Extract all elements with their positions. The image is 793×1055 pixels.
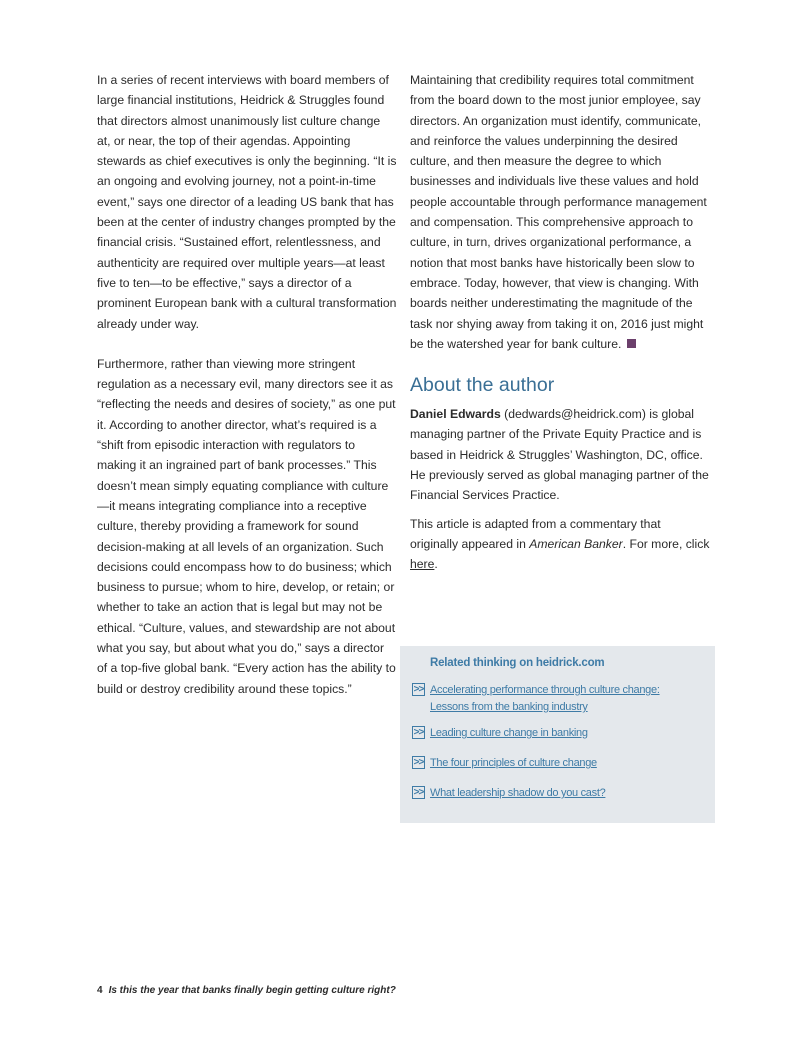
right-column [410, 70, 710, 575]
related-link-leading-culture-change[interactable]: >> Leading culture change in banking [413, 727, 588, 739]
related-link-four-principles[interactable]: >> The four principles of culture change [413, 757, 597, 769]
author-name: Daniel Edwards [410, 407, 501, 422]
source-publication: American Banker [529, 536, 623, 551]
double-chevron-right-icon: >> [413, 787, 424, 798]
double-chevron-right-icon: >> [413, 684, 424, 695]
body-paragraph: Maintaining that credibility requires total commitment from the board down to the most junior employee, say directors. An organization must identify, communicate, and reinforce the values underpinning the desired culture, and then measure the degree to which businesses and individuals live these values and hold people accountable through performance management and compensation. This comprehensive approach to culture, in turn, drives organizational performance, a notion that most banks have historically been slow to embrace. Today, however, that view is changing. With boards neither underestimating the magnitude of the task nor shying away from taking it on, 2016 just might be the watershed year for bank culture. [410, 73, 707, 351]
here-link[interactable]: here [410, 557, 435, 572]
page-number: 4 [97, 985, 103, 996]
end-of-article-mark [627, 339, 636, 348]
about-author-heading: About the author [410, 374, 555, 397]
footer-title: Is this the year that banks finally begin getting culture right? [108, 985, 396, 996]
related-title: Related thinking on heidrick.com [430, 657, 605, 669]
related-thinking-box [400, 646, 715, 823]
page-footer [97, 985, 396, 996]
body-paragraph: In a series of recent interviews with board members of large financial institutions, Heidrick & Struggles found that directors almost unanimously list culture change at, or near, the top of their agendas. Appointing stewards as chief executives is only the beginning. “It is an ongoing and evolving journey, not a point-in-time event,” says one director of a leading US bank that has been at the center of industry changes prompted by the financial crisis. “Sustained effort, relentlessness, and authenticity are required over multiple years—at least five to ten—to be effective,” says a director of a prominent European bank with a cultural transformation already under way. [97, 73, 397, 331]
double-chevron-right-icon: >> [413, 757, 424, 768]
author-bio: Daniel Edwards (dedwards@heidrick.com) is global managing partner of the Private Equity Practice and is based in Heidrick & Struggles’ Washington, DC, office. He previously served as global managing partner of the Financial Services Practice. [410, 407, 709, 503]
double-chevron-right-icon: >> [413, 727, 424, 738]
related-link-leadership-shadow[interactable]: >> What leadership shadow do you cast? [413, 787, 606, 799]
left-column [97, 70, 397, 699]
body-paragraph: Furthermore, rather than viewing more stringent regulation as a necessary evil, many directors see it as “reflecting the needs and desires of society,” as one put it. According to another director, what’s required is a “shift from episodic interaction with regulators to making it an ingrained part of bank processes.” This doesn’t mean simply equating compliance with culture—it means integrating compliance into a receptive culture, thereby providing a framework for sound decision-making at all levels of an organization. Such decisions could encompass how to do business; which business to pursue; whom to hire, develop, or retain; or whether to take an action that is legal but may not be ethical. “Culture, values, and stewardship are not about what you say, but about what you do,” says a director of a top-five global bank. “Every action has the ability to build or destroy credibility around these topics.” [97, 356, 396, 696]
adapted-note: This article is adapted from a commentary that originally appeared in American Banker. For more, click here. [410, 516, 710, 572]
related-link-accelerating-performance[interactable]: >> Accelerating performance through culture change: Lessons from the banking industry [413, 684, 660, 713]
